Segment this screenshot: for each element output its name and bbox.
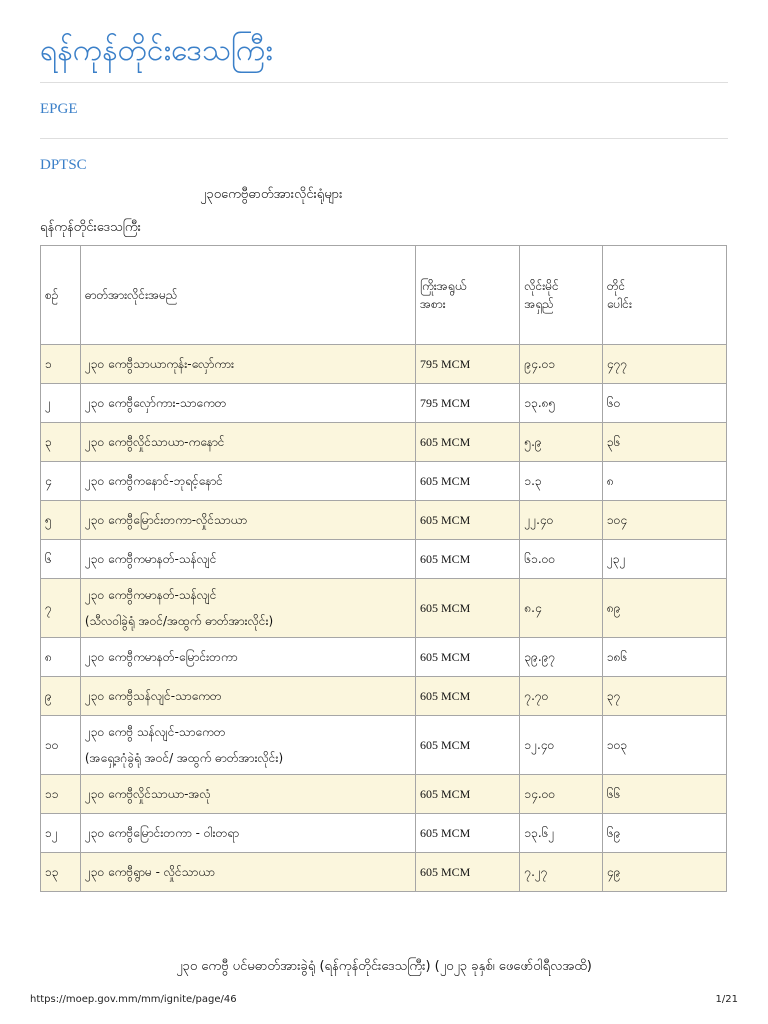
cell-size: 605 MCM [415,423,519,462]
table-row [41,345,727,384]
table-row [41,423,727,462]
cell-size: 795 MCM [415,345,519,384]
cell-no: ၁၀ [41,716,81,775]
cell-no: ၂ [41,384,81,423]
cell-towers: ၄၇၇ [602,345,726,384]
table-row [41,814,727,853]
cell-length: ၁၂.၄၀ [520,716,603,775]
header-length-line2: အရှည် [524,297,554,311]
table-row [41,716,727,775]
cell-towers: ၆၉ [602,814,726,853]
footer-page-number: 1/21 [715,994,738,1005]
cell-name-line1: ၂၃၀ ကေဗွီလှိုင်သာယာ-ကနောင် [84,435,225,449]
cell-name-line1: ၂၃၀ ကေဗွီသန်လျင်-သာကေတ [84,689,222,703]
cell-name [80,775,415,814]
cell-name-line1: ၂၃၀ ကေဗွီကမာနတ်-သန်လျင် [84,588,217,602]
cell-length: ၅.၉ [520,423,603,462]
header-size-line1: ကြိုးအရွယ် [419,279,467,293]
header-size [415,246,519,345]
table-row [41,540,727,579]
cell-name-line1: ၂၃၀ ကေဗွီမြောင်းတကာ-လှိုင်သာယာ [84,513,248,527]
cell-towers: ၄၉ [602,853,726,892]
cell-length: ၇.၂၇ [520,853,603,892]
cell-length: ၁၃.၈၅ [520,384,603,423]
cell-length: ၉၄.၀၁ [520,345,603,384]
cell-length: ၁၄.၀၀ [520,775,603,814]
cell-size: 605 MCM [415,677,519,716]
cell-towers: ၂၃၂ [602,540,726,579]
cell-name-line1: ၂၃၀ ကေဗွီသာယာကုန်း-လှော်ကား [84,357,235,371]
cell-name [80,638,415,677]
header-towers-line1: တိုင် [606,279,626,293]
table-row [41,501,727,540]
cell-size: 605 MCM [415,814,519,853]
cell-size: 605 MCM [415,462,519,501]
cell-length: ၇.၇၀ [520,677,603,716]
cell-name [80,345,415,384]
cell-no: ၁၂ [41,814,81,853]
header-towers-line2: ပေါင်း [606,297,633,311]
cell-size: 605 MCM [415,775,519,814]
transmission-line-table [40,245,727,892]
cell-name [80,540,415,579]
page-title: ရန်ကုန်တိုင်းဒေသကြီး [40,33,273,68]
table-row [41,638,727,677]
table-caption: ၂၃၀ ကေဗွီ ပင်မဓာတ်အားခွဲရုံ (ရန်ကုန်တိုင်းဒေသကြီး) (၂၀၂၃ ခုနှစ်၊ ဖေဖော်ဝါရီလအထိ) [176,959,592,974]
header-size-line2: အစား [419,297,446,311]
cell-name [80,462,415,501]
cell-towers: ၈ [602,462,726,501]
cell-length: ၆၁.၀၀ [520,540,603,579]
cell-no: ၅ [41,501,81,540]
header-towers [602,246,726,345]
cell-length: ၁.၃ [520,462,603,501]
cell-towers: ၃၇ [602,677,726,716]
table-row [41,579,727,638]
cell-no: ၃ [41,423,81,462]
region-heading: ရန်ကုန်တိုင်းဒေသကြီး [40,220,141,235]
cell-name-line1: ၂၃၀ ကေဗွီလှော်ကား-သာကေတ [84,396,227,410]
cell-name [80,814,415,853]
cell-towers: ၆၆ [602,775,726,814]
divider [40,138,728,139]
cell-towers: ၁၀၄ [602,501,726,540]
cell-name [80,384,415,423]
cell-no: ၉ [41,677,81,716]
cell-name [80,423,415,462]
cell-name [80,716,415,775]
table-row [41,853,727,892]
cell-name-line1: ၂၃၀ ကေဗွီမြောင်းတကာ - ဝါးတရာ [84,826,240,840]
cell-towers: ၁၀၃ [602,716,726,775]
cell-name-line2: (အရှေ့ဒဂုံခွဲရုံ အဝင်/ အထွက် ဓာတ်အားလိုင်း) [84,751,284,765]
cell-no: ၁ [41,345,81,384]
cell-size: 605 MCM [415,638,519,677]
footer-url[interactable]: https://moep.gov.mm/mm/ignite/page/46 [30,994,237,1005]
table-header-row [41,246,727,345]
cell-size: 605 MCM [415,501,519,540]
header-length [520,246,603,345]
table-row [41,462,727,501]
cell-towers: ၆၀ [602,384,726,423]
cell-length: ၁၃.၆၂ [520,814,603,853]
cell-name [80,677,415,716]
cell-size: 605 MCM [415,853,519,892]
table-row [41,384,727,423]
header-no: စဉ် [41,246,81,345]
cell-towers: ၃၆ [602,423,726,462]
cell-name-line2: (သီလဝါခွဲရုံ အဝင်/အထွက် ဓာတ်အားလိုင်း) [84,614,274,628]
cell-name [80,853,415,892]
cell-size: 605 MCM [415,716,519,775]
cell-no: ၆ [41,540,81,579]
cell-no: ၈ [41,638,81,677]
cell-name [80,579,415,638]
cell-no: ၁၃ [41,853,81,892]
epge-link[interactable]: EPGE [40,101,78,117]
cell-name-line1: ၂၃၀ ကေဗွီကနောင်-ဘုရင့်နောင် [84,474,223,488]
cell-name-line1: ၂၃၀ ကေဗွီလှိုင်သာယာ-အလုံ [84,787,211,801]
table-heading: ၂၃၀ကေဗွီဓာတ်အားလိုင်းရုံများ [200,187,343,202]
cell-length: ၃၉.၉၇ [520,638,603,677]
cell-length: ၂၂.၄၀ [520,501,603,540]
table-body [41,345,727,892]
table-row [41,775,727,814]
cell-size: 795 MCM [415,384,519,423]
cell-name-line1: ၂၃၀ ကေဗွီရွာမ - လှိုင်သာယာ [84,865,215,879]
cell-no: ၁၁ [41,775,81,814]
cell-size: 605 MCM [415,579,519,638]
cell-size: 605 MCM [415,540,519,579]
cell-no: ၇ [41,579,81,638]
cell-no: ၄ [41,462,81,501]
dptsc-link[interactable]: DPTSC [40,157,87,173]
cell-name-line1: ၂၃၀ ကေဗွီ သန်လျင်-သာကေတ [84,725,226,739]
divider [40,82,728,83]
header-name: ဓာတ်အားလိုင်းအမည် [80,246,415,345]
cell-name-line1: ၂၃၀ ကေဗွီကမာနတ်-သန်လျင် [84,552,217,566]
header-length-line1: လိုင်းမိုင် [524,279,559,293]
cell-length: ၈.၄ [520,579,603,638]
table-row [41,677,727,716]
cell-name [80,501,415,540]
cell-name-line1: ၂၃၀ ကေဗွီကမာနတ်-မြောင်းတကာ [84,650,238,664]
cell-towers: ၈၉ [602,579,726,638]
cell-towers: ၁၈၆ [602,638,726,677]
